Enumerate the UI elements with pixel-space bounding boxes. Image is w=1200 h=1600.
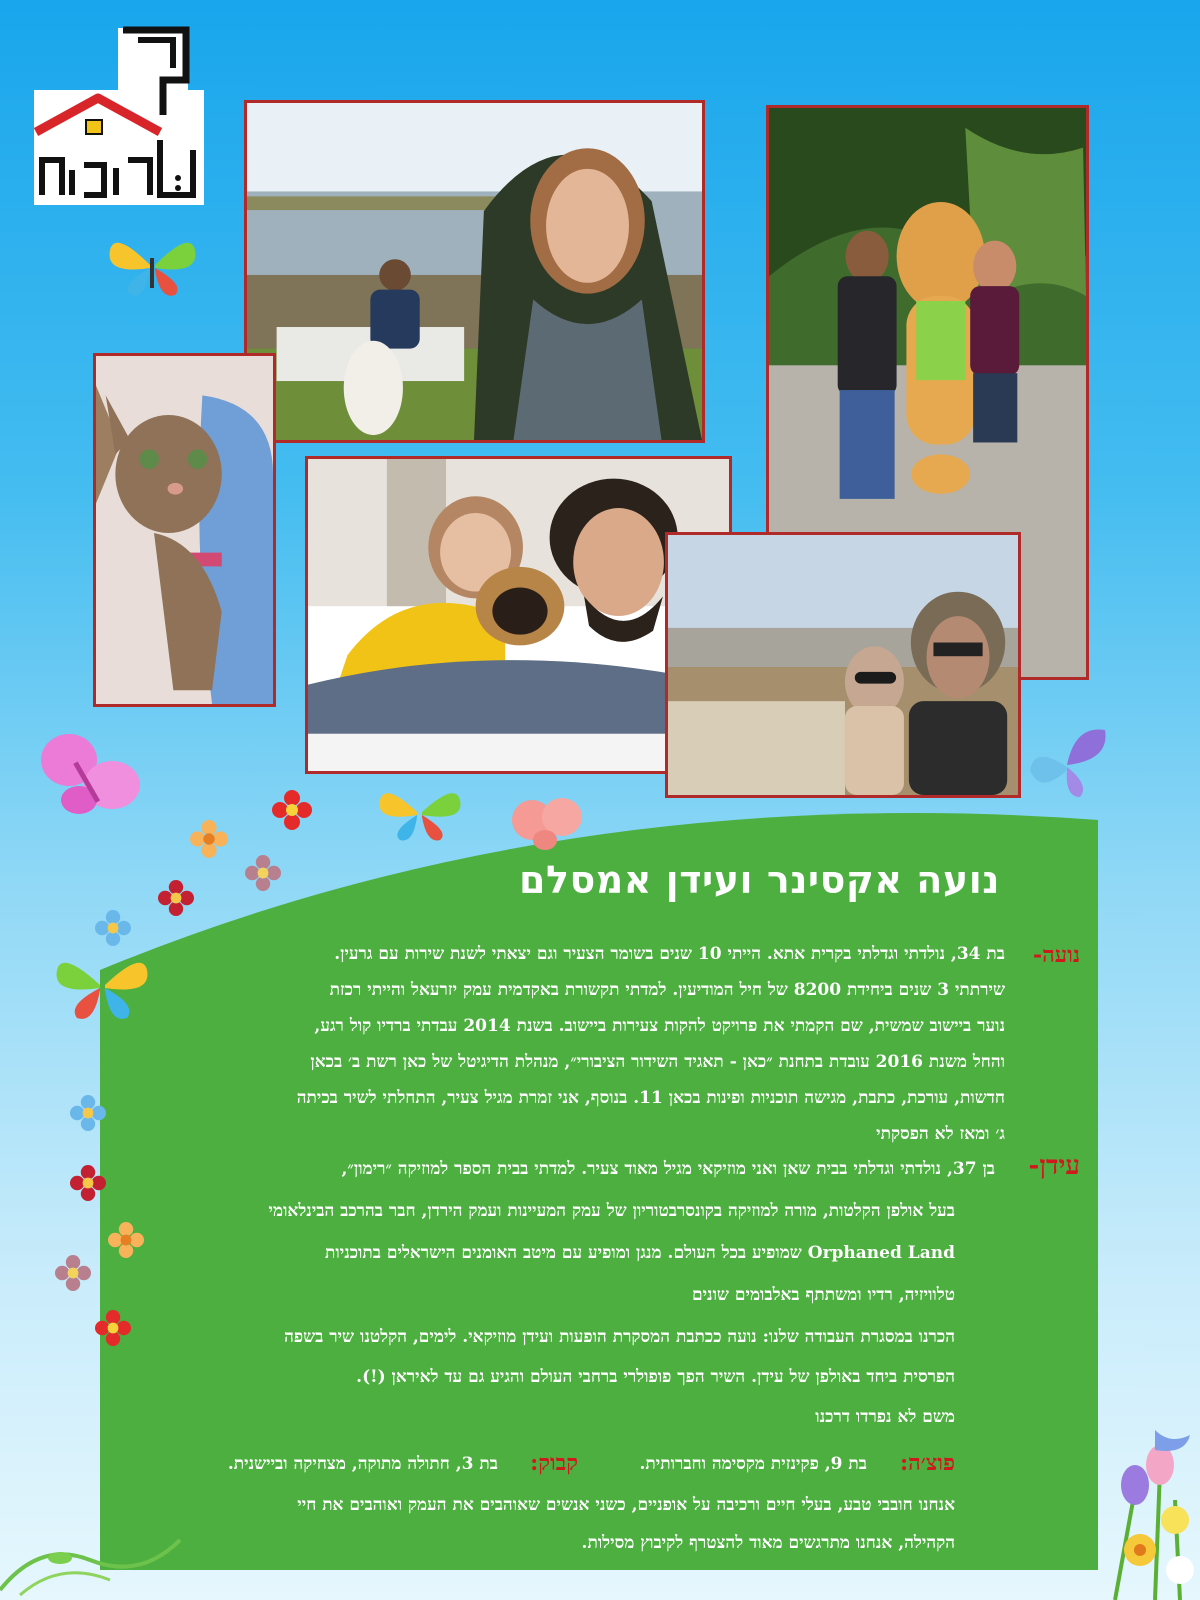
mauve-flower-icon-2 [55,1255,91,1291]
logo-text [208,20,209,21]
idan-bio [100,1151,1080,1325]
idan-line-1: בן 37, נולדתי וגדלתי בבית שאן ואני מוזיקאי מגיל מאוד צעיר. למדתי בבית הספר למוזיקה ״רימון״, [341,1159,995,1179]
house-logo-icon [28,20,208,210]
flower-bouquet-icon [1095,1430,1200,1600]
noa-name: נועה- [1032,942,1080,968]
story-line-1: הכרנו במסגרת העבודה שלנו: נועה ככתבת המסקרת הופעות ועידן מוזיקאי. לימים, הקלטנו שיר בשפה [284,1327,955,1347]
orange-flower-icon [190,820,228,858]
idan-line-3: Orphaned Land שמופיע בכל העולם. מנגן ומופיע עם מיטב האומנים הישראלים בתוכניות [325,1243,955,1263]
rainbow-butterfly-icon-2 [375,782,465,842]
story-line-3: משם לא נפרדו דרכנו [815,1407,955,1427]
crimson-flower-icon [158,880,194,916]
story-text [100,1327,1080,1447]
noa-line-3: נוער ביישוב שמשית, שם הקמתי את פרויקט להקות צעירות ביישוב. בשנת 2014 עבדתי ברדיו קול רגע, [314,1016,1005,1036]
logo [28,20,208,210]
puah-text: בת 9, פקינזית מקסימה וחברותית. [639,1454,867,1474]
pets-line [100,1452,1080,1486]
idan-name: עידן- [1028,1151,1080,1181]
blue-butterfly-icon [1025,725,1110,800]
kabuk-text: בת 3, חתולה מתוקה, מצחיקה וביישנית. [227,1454,498,1474]
pink-butterfly-icon [34,730,144,830]
closing-line-2: הקהילה, אנחנו מתרגשים מאוד להצטרף לקיבוץ מסילות. [581,1533,955,1553]
idan-line-4: טלוויזיה, רדיו ומשתתף באלבומים שונים [691,1285,955,1305]
kabuk-name: קבוק: [530,1450,578,1476]
closing-text [100,1495,1080,1575]
peach-butterfly-icon [510,795,585,855]
noa-line-2: שירתתי 3 שנים ביחידת 8200 של חיל המודיעין. למדתי תקשורת באקדמית עמק יזרעאל והייתי רכזת [329,980,1005,1000]
puah-name: פוצ׳ה: [900,1450,955,1476]
photo-lake-selfie [244,100,705,443]
mauve-flower-icon [245,855,281,891]
red-flower-icon [272,790,312,830]
noa-bio [100,942,1080,1142]
photo-cat [93,353,276,707]
noa-line-4: והחל משנת 2016 עובדת בתחנת ״כאן - תאגיד השידור הציבורי״, מנהלת הדיגיטל של כאן רשת ב׳ בכאן [310,1052,1005,1072]
noa-line-1: בת 34, נולדתי וגדלתי בקרית אתא. הייתי 10 שנים בשומר הצעיר וגם יצאתי לשנת שירות עם גרעין. [334,944,1005,964]
blue-flower-icon [95,910,131,946]
story-line-2: הפרסית ביחד באולפן של עידן. השיר הפך פופולרי ברחבי העולם והגיע גם עד לאיראן (!). [356,1367,955,1387]
idan-line-2: בעל אולפן הקלטות, מורה למוזיקה בקונסרבטוריון של עמק המעיינות ועמק הירדן, חבר בהרכב הבינלאומי [268,1201,955,1221]
rainbow-butterfly-icon [105,230,200,300]
photo-mountain [665,532,1021,798]
page-title: נועה אקסינר ועידן אמסלם [519,858,1000,902]
noa-line-6: ג׳ ומאז לא הפסקתי [876,1124,1005,1144]
noa-line-5: חדשות, עורכת, כתבת, מגישה תוכניות ופינות בכאן 11. בנוסף, אני זמרת מגיל צעיר, התחלתי לשיר בכיתה [296,1088,1005,1108]
closing-line-1: אנחנו חובבי טבע, בעלי חיים ורכיבה על אופניים, כשני אנשים שאוהבים את העמק ואוהבים את חיי [297,1495,955,1515]
